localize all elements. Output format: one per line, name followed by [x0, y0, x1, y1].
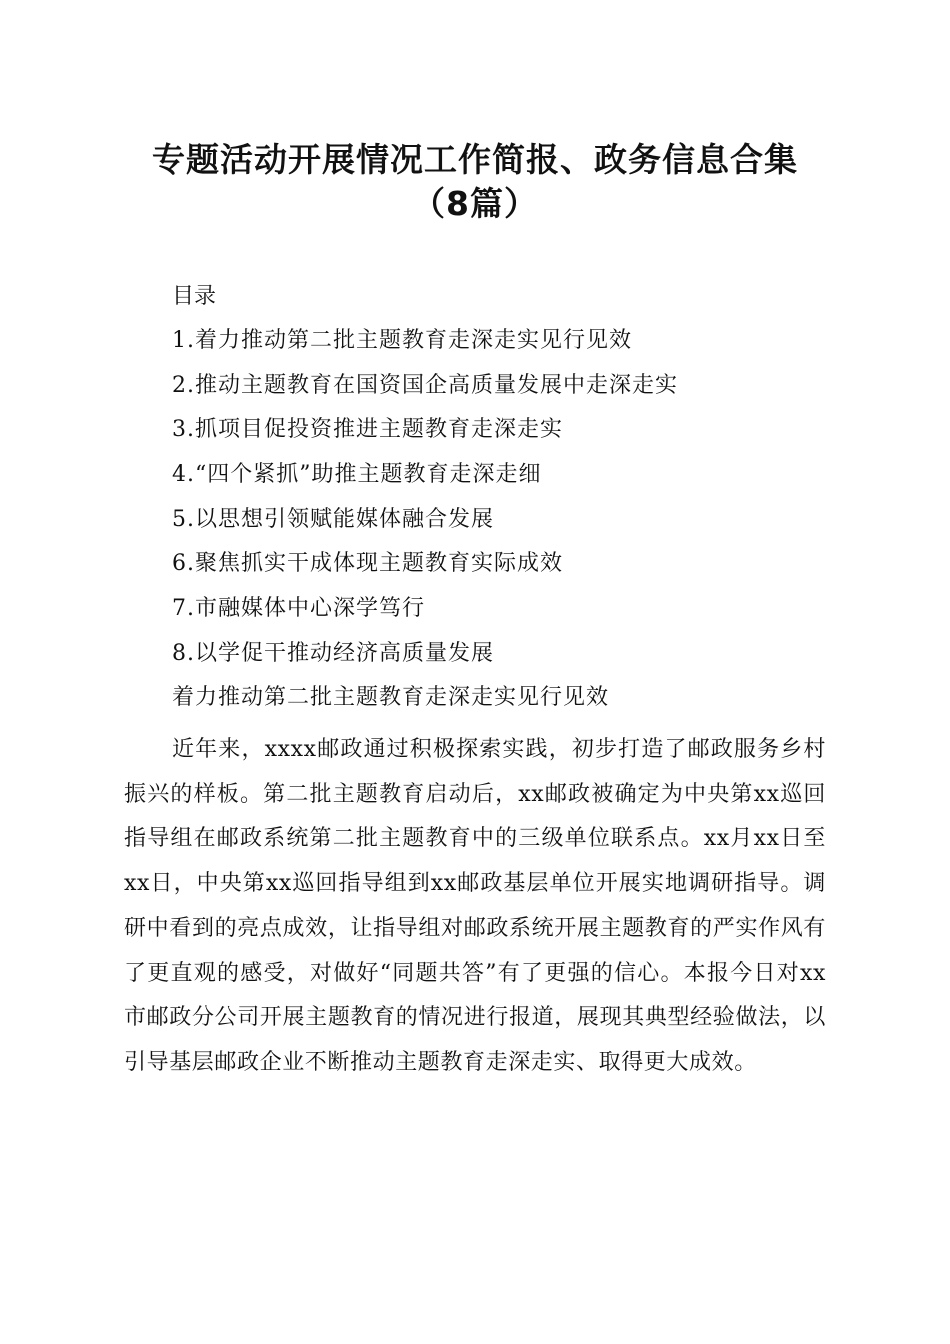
- toc-item-5: 5.以思想引领赋能媒体融合发展: [172, 506, 494, 532]
- toc-item-8: 8.以学促干推动经济高质量发展: [172, 640, 494, 666]
- article-paragraph: 近年来，xxxx邮政通过积极探索实践，初步打造了邮政服务乡村振兴的样板。第二批主题教育启动后，xx邮政被确定为中央第xx巡回指导组在邮政系统第二批主题教育中的三级单位联系点。xx月xx日至xx日，中央第xx巡回指导组到xx邮政基层单位开展实地调研指导。调研中看到的亮点成效，让指导组对邮政系统开展主题教育的严实作风有了更直观的感受，对做好“同题共答”有了更强的信心。本报今日对xx市邮政分公司开展主题教育的情况进行报道，展现其典型经验做法，以引导基层邮政企业不断推动主题教育走深走实、取得更大成效。: [124, 737, 826, 1075]
- toc-item-3: 3.抓项目促投资推进主题教育走深走实: [172, 417, 563, 443]
- toc-item-1: 1.着力推动第二批主题教育走深走实见行见效: [172, 328, 632, 353]
- title-line-2: （8篇）: [412, 184, 538, 223]
- document-title: [80, 138, 870, 226]
- toc-heading: 目录: [172, 284, 217, 309]
- toc-item-6: 6.聚焦抓实干成体现主题教育实际成效: [172, 551, 563, 577]
- toc-item-4: 4.“四个紧抓”助推主题教育走深走细: [172, 462, 542, 488]
- table-of-contents: [172, 326, 678, 684]
- article-title: 着力推动第二批主题教育走深走实见行见效: [172, 685, 610, 710]
- toc-item-2: 2.推动主题教育在国资国企高质量发展中走深走实: [172, 372, 678, 398]
- toc-item-7: 7.市融媒体中心深学笃行: [172, 596, 425, 622]
- title-line-1: 专题活动开展情况工作简报、政务信息合集: [152, 140, 798, 179]
